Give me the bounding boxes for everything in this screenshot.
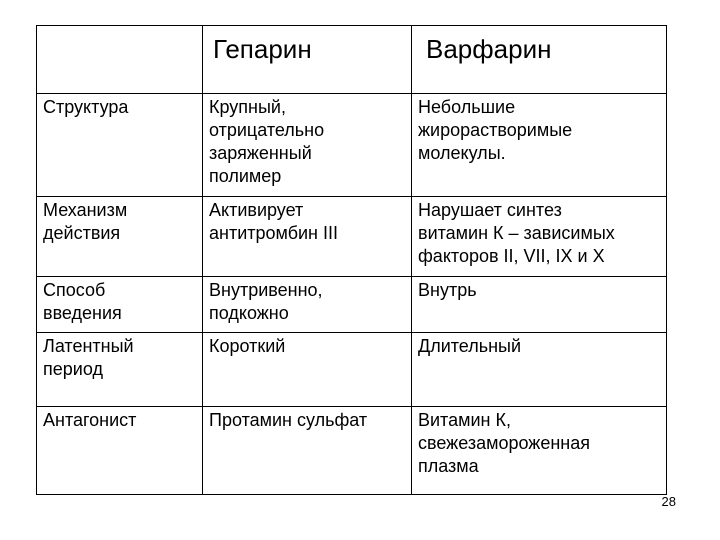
row-label-administration: Способ введения <box>37 277 203 333</box>
warfarin-mechanism: Нарушает синтез витамин К – зависимых факторов II, VII, IX и X <box>412 197 667 277</box>
comparison-table <box>36 25 667 495</box>
table-row <box>37 407 667 495</box>
row-label-structure: Структура <box>37 94 203 197</box>
heparin-structure: Крупный, отрицательно заряженный полимер <box>203 94 412 197</box>
header-row <box>37 26 667 94</box>
page-number: 28 <box>661 494 676 509</box>
warfarin-antagonist: Витамин К, свежезамороженная плазма <box>412 407 667 495</box>
row-label-mechanism: Механизм действия <box>37 197 203 277</box>
heparin-antagonist: Протамин сульфат <box>203 407 412 495</box>
table-row <box>37 94 667 197</box>
table-row <box>37 277 667 333</box>
warfarin-administration: Внутрь <box>412 277 667 333</box>
header-heparin: Гепарин <box>203 26 412 94</box>
row-label-antagonist: Антагонист <box>37 407 203 495</box>
header-warfarin: Варфарин <box>412 26 667 94</box>
warfarin-latency: Длительный <box>412 333 667 407</box>
header-corner-cell <box>37 26 203 94</box>
heparin-mechanism: Активирует антитромбин III <box>203 197 412 277</box>
heparin-latency: Короткий <box>203 333 412 407</box>
table-row <box>37 333 667 407</box>
table-row <box>37 197 667 277</box>
warfarin-structure: Небольшие жирорастворимые молекулы. <box>412 94 667 197</box>
row-label-latency: Латентный период <box>37 333 203 407</box>
heparin-administration: Внутривенно, подкожно <box>203 277 412 333</box>
